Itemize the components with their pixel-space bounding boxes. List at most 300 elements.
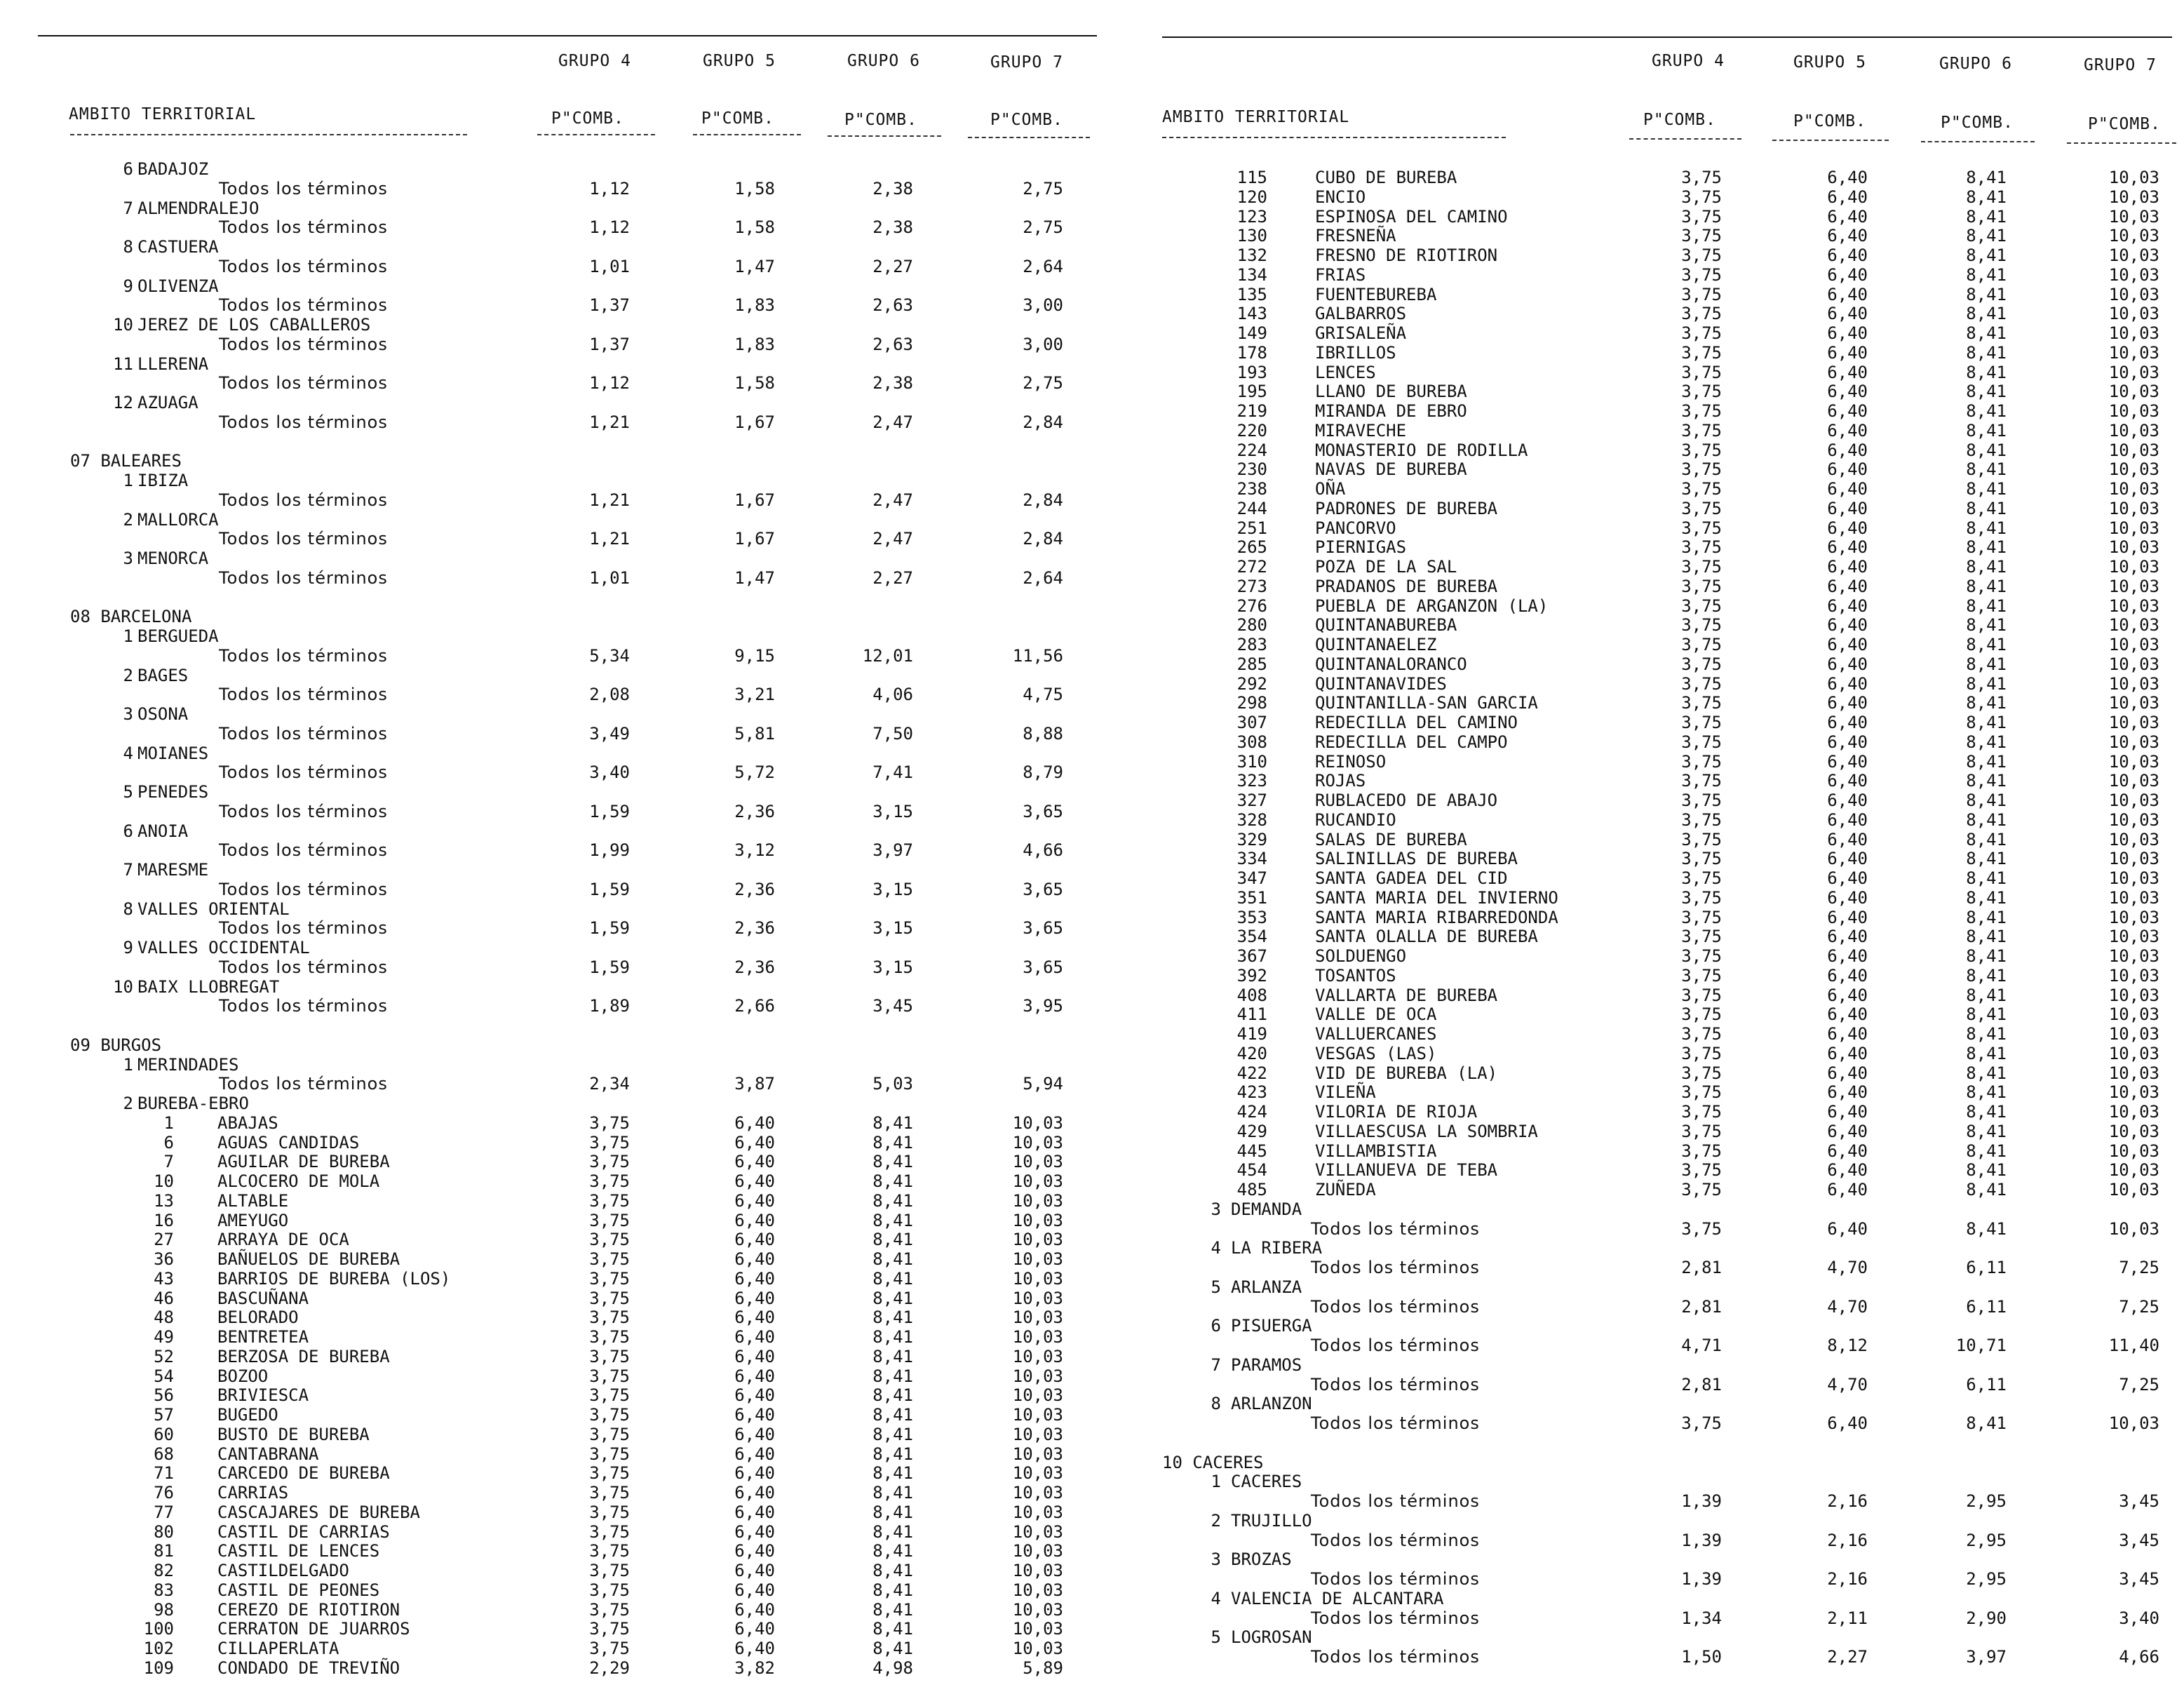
municipality-name: VALLUERCANES <box>1315 1024 1437 1044</box>
municipality-name: BERZOSA DE BUREBA <box>217 1346 390 1366</box>
value-grupo-5: 6,40 <box>734 1327 775 1347</box>
municipality-name: VILORIA DE RIOJA <box>1315 1102 1478 1122</box>
value-grupo-6: 8,41 <box>1966 596 2007 616</box>
header-grupo-4: GRUPO 4 <box>1652 52 1725 70</box>
value-grupo-5: 2,16 <box>1827 1491 1868 1511</box>
value-grupo-7: 10,03 <box>1012 1639 1063 1658</box>
value-grupo-4: 1,39 <box>1681 1569 1722 1589</box>
municipality-name: MIRAVECHE <box>1315 420 1407 441</box>
value-grupo-7: 10,03 <box>2108 342 2159 363</box>
municipality-row <box>0 1192 1092 1211</box>
value-grupo-5: 1,58 <box>734 217 775 238</box>
municipality-name: MIRANDA DE EBRO <box>1315 401 1467 421</box>
municipality-row <box>1092 947 2184 966</box>
value-grupo-4: 3,75 <box>1681 868 1722 888</box>
header-grupo-4: GRUPO 4 <box>558 52 631 70</box>
header-underline <box>1162 137 1506 138</box>
all-terms-label: Todos los términos <box>219 879 388 899</box>
municipality-name: RUBLACEDO DE ABAJO <box>1315 791 1498 810</box>
value-grupo-5: 6,40 <box>1827 168 1868 187</box>
value-grupo-4: 3,75 <box>1681 1141 1722 1161</box>
value-grupo-4: 3,75 <box>1681 1218 1722 1239</box>
value-grupo-5: 6,40 <box>1827 868 1868 888</box>
municipality-name: GALBARROS <box>1315 304 1407 324</box>
municipality-row <box>1092 1103 2184 1122</box>
header-grupo-7: GRUPO 7 <box>990 53 1063 72</box>
municipality-code: 298 <box>1236 693 1267 713</box>
value-grupo-6: 8,41 <box>1966 537 2007 558</box>
top-rule <box>38 35 1097 36</box>
all-terms-label: Todos los términos <box>1311 1413 1480 1433</box>
value-grupo-4: 3,75 <box>589 1327 630 1347</box>
value-grupo-4: 2,81 <box>1681 1258 1722 1277</box>
value-grupo-7: 11,56 <box>1012 645 1063 666</box>
municipality-row <box>1092 208 2184 227</box>
all-terms-label: Todos los términos <box>219 762 388 783</box>
value-grupo-5: 3,87 <box>734 1074 775 1094</box>
municipality-code: 49 <box>154 1327 174 1347</box>
value-grupo-4: 3,75 <box>1681 537 1722 558</box>
comarca-name: BADAJOZ <box>137 159 209 179</box>
value-grupo-7: 10,03 <box>2108 1160 2159 1181</box>
municipality-row <box>0 1347 1092 1366</box>
comarca-name: TRUJILLO <box>1231 1510 1312 1531</box>
municipality-row <box>1092 1083 2184 1102</box>
value-grupo-6: 8,41 <box>872 1483 913 1503</box>
value-grupo-6: 8,41 <box>872 1463 913 1484</box>
value-grupo-6: 8,41 <box>872 1210 913 1230</box>
value-grupo-6: 8,41 <box>1966 732 2007 752</box>
value-grupo-6: 8,41 <box>1966 518 2007 538</box>
value-grupo-4: 1,39 <box>1681 1491 1722 1511</box>
value-grupo-4: 3,75 <box>1681 946 1722 966</box>
value-grupo-5: 2,11 <box>1827 1608 1868 1628</box>
comarca-row <box>1092 1356 2184 1375</box>
value-grupo-5: 1,58 <box>734 373 775 394</box>
municipality-name: REDECILLA DEL CAMPO <box>1315 732 1508 752</box>
comarca-name: PARAMOS <box>1231 1355 1302 1375</box>
municipality-code: 292 <box>1236 673 1267 694</box>
value-grupo-4: 3,75 <box>1681 713 1722 732</box>
value-grupo-5: 6,40 <box>1827 693 1868 713</box>
value-grupo-5: 4,70 <box>1827 1374 1868 1394</box>
value-grupo-7: 3,95 <box>1023 996 1063 1016</box>
municipality-code: 485 <box>1236 1180 1267 1199</box>
comarca-name: AZUAGA <box>137 393 198 412</box>
municipality-row <box>1092 772 2184 791</box>
comarca-row <box>1092 1394 2184 1413</box>
value-grupo-6: 8,41 <box>1966 168 2007 187</box>
all-terms-label: Todos los términos <box>1311 1374 1480 1394</box>
value-grupo-7: 10,03 <box>1012 1327 1063 1347</box>
municipality-name: CONDADO DE TREVIÑO <box>217 1658 400 1678</box>
comarca-code: 6 <box>123 159 133 179</box>
value-grupo-7: 10,03 <box>2108 693 2159 713</box>
municipality-code: 273 <box>1236 576 1267 596</box>
all-terms-row <box>0 763 1092 782</box>
municipality-row <box>0 1152 1092 1171</box>
value-grupo-6: 7,50 <box>872 723 913 744</box>
value-grupo-7: 3,45 <box>2119 1569 2159 1589</box>
municipality-code: 445 <box>1236 1141 1267 1161</box>
municipality-row <box>1092 753 2184 772</box>
value-grupo-6: 8,41 <box>1966 673 2007 694</box>
municipality-row <box>1092 188 2184 207</box>
value-grupo-5: 6,40 <box>1827 1043 1868 1063</box>
all-terms-row <box>0 374 1092 393</box>
municipality-name: QUINTANABUREBA <box>1315 615 1457 636</box>
value-grupo-7: 10,03 <box>2108 1121 2159 1141</box>
value-grupo-7: 10,03 <box>1012 1230 1063 1250</box>
all-terms-row <box>0 335 1092 354</box>
value-grupo-7: 10,03 <box>1012 1463 1063 1484</box>
comarca-code: 5 <box>123 782 133 802</box>
municipality-name: BASCUÑANA <box>217 1288 309 1308</box>
value-grupo-7: 10,03 <box>2108 226 2159 246</box>
value-grupo-5: 6,40 <box>734 1171 775 1191</box>
municipality-code: 100 <box>143 1619 174 1639</box>
all-terms-label: Todos los términos <box>219 490 388 510</box>
value-grupo-6: 8,41 <box>1966 498 2007 518</box>
all-terms-label: Todos los términos <box>1311 1258 1480 1277</box>
municipality-code: 408 <box>1236 985 1267 1005</box>
value-grupo-7: 5,94 <box>1023 1074 1063 1094</box>
value-grupo-6: 8,41 <box>872 1190 913 1211</box>
value-grupo-7: 3,65 <box>1023 801 1063 821</box>
value-grupo-5: 6,40 <box>734 1599 775 1620</box>
value-grupo-5: 1,67 <box>734 529 775 549</box>
value-grupo-4: 3,75 <box>1681 965 1722 986</box>
value-grupo-6: 2,63 <box>872 334 913 354</box>
header-underline <box>537 134 655 135</box>
comarca-name: JEREZ DE LOS CABALLEROS <box>137 315 371 335</box>
municipality-name: BENTRETEA <box>217 1327 309 1347</box>
municipality-name: POZA DE LA SAL <box>1315 557 1457 577</box>
value-grupo-4: 3,75 <box>589 1424 630 1444</box>
municipality-row <box>1092 869 2184 888</box>
municipality-code: 134 <box>1236 264 1267 285</box>
header-ambito-territorial: AMBITO TERRITORIAL <box>69 105 257 123</box>
value-grupo-4: 2,34 <box>589 1074 630 1094</box>
municipality-name: PUEBLA DE ARGANZON (LA) <box>1315 596 1549 616</box>
comarca-row <box>0 316 1092 335</box>
value-grupo-7: 10,03 <box>1012 1405 1063 1425</box>
municipality-row <box>1092 694 2184 713</box>
value-grupo-5: 6,40 <box>1827 1180 1868 1199</box>
municipality-name: FRESNEÑA <box>1315 226 1396 246</box>
value-grupo-5: 6,40 <box>734 1346 775 1366</box>
header-grupo-5: GRUPO 5 <box>1793 53 1866 72</box>
all-terms-row <box>1092 1648 2184 1667</box>
value-grupo-7: 3,65 <box>1023 879 1063 899</box>
value-grupo-6: 8,41 <box>1966 401 2007 421</box>
municipality-code: 220 <box>1236 420 1267 441</box>
municipality-row <box>0 1523 1092 1542</box>
blank-row <box>0 1016 1092 1035</box>
municipality-name: CARCEDO DE BUREBA <box>217 1463 390 1484</box>
value-grupo-4: 3,75 <box>1681 654 1722 674</box>
all-terms-row <box>0 919 1092 938</box>
value-grupo-5: 2,36 <box>734 957 775 977</box>
value-grupo-4: 3,75 <box>1681 1121 1722 1141</box>
municipality-code: 82 <box>154 1561 174 1580</box>
comarca-name: BUREBA-EBRO <box>137 1094 249 1113</box>
municipality-name: SALAS DE BUREBA <box>1315 829 1467 849</box>
value-grupo-5: 6,40 <box>1827 1121 1868 1141</box>
value-grupo-6: 8,41 <box>1966 868 2007 888</box>
municipality-code: 329 <box>1236 829 1267 849</box>
value-grupo-6: 2,47 <box>872 490 913 510</box>
value-grupo-7: 10,03 <box>2108 1413 2159 1433</box>
value-grupo-5: 6,40 <box>734 1366 775 1386</box>
all-terms-row <box>1092 1376 2184 1394</box>
municipality-name: AMEYUGO <box>217 1210 289 1230</box>
value-grupo-7: 10,03 <box>2108 206 2159 227</box>
municipality-name: CASCAJARES DE BUREBA <box>217 1502 420 1522</box>
value-grupo-4: 3,75 <box>1681 673 1722 694</box>
value-grupo-7: 10,03 <box>1012 1521 1063 1542</box>
value-grupo-7: 10,03 <box>2108 654 2159 674</box>
municipality-code: 81 <box>154 1541 174 1561</box>
value-grupo-5: 6,40 <box>1827 498 1868 518</box>
all-terms-row <box>0 1075 1092 1094</box>
all-terms-label: Todos los términos <box>219 1074 388 1094</box>
municipality-code: 1 <box>163 1113 174 1133</box>
all-terms-label: Todos los términos <box>219 217 388 238</box>
value-grupo-7: 10,03 <box>2108 1180 2159 1199</box>
comarca-row <box>1092 1239 2184 1258</box>
value-grupo-4: 1,89 <box>589 996 630 1016</box>
comarca-name: DEMANDA <box>1231 1199 1302 1219</box>
comarca-code: 12 <box>113 393 133 412</box>
municipality-name: REINOSO <box>1315 751 1387 772</box>
value-grupo-5: 2,36 <box>734 801 775 821</box>
value-grupo-4: 3,75 <box>589 1210 630 1230</box>
value-grupo-4: 3,75 <box>1681 1043 1722 1063</box>
value-grupo-5: 1,47 <box>734 256 775 276</box>
municipality-code: 419 <box>1236 1024 1267 1044</box>
all-terms-row <box>1092 1336 2184 1355</box>
municipality-name: BOZOO <box>217 1366 269 1386</box>
value-grupo-5: 6,40 <box>1827 673 1868 694</box>
value-grupo-4: 1,50 <box>1681 1647 1722 1667</box>
header-pcomb: P"COMB. <box>1941 114 2014 132</box>
municipality-row <box>1092 675 2184 694</box>
comarca-name: LOGROSAN <box>1231 1627 1312 1648</box>
all-terms-row <box>0 569 1092 588</box>
value-grupo-7: 10,03 <box>1012 1171 1063 1191</box>
municipality-row <box>0 1270 1092 1289</box>
comarca-name: VALLES ORIENTAL <box>137 899 290 919</box>
value-grupo-7: 10,03 <box>2108 771 2159 791</box>
header-pcomb: P"COMB. <box>2088 115 2161 133</box>
value-grupo-5: 6,40 <box>734 1210 775 1230</box>
comarca-row <box>0 744 1092 763</box>
comarca-code: 10 <box>113 976 133 997</box>
value-grupo-6: 8,41 <box>1966 459 2007 480</box>
municipality-row <box>0 1367 1092 1386</box>
municipality-name: QUINTANILLA-SAN GARCIA <box>1315 693 1538 713</box>
value-grupo-5: 6,40 <box>734 1230 775 1250</box>
comarca-row <box>0 238 1092 257</box>
value-grupo-6: 12,01 <box>862 645 913 666</box>
value-grupo-4: 3,75 <box>1681 1004 1722 1025</box>
municipality-name: BUSTO DE BUREBA <box>217 1424 370 1444</box>
value-grupo-6: 3,97 <box>1966 1647 2007 1667</box>
municipality-code: 328 <box>1236 809 1267 830</box>
value-grupo-4: 1,59 <box>589 801 630 821</box>
municipality-name: ENCIO <box>1315 187 1366 207</box>
value-grupo-6: 8,41 <box>1966 1043 2007 1063</box>
value-grupo-4: 3,75 <box>1681 576 1722 596</box>
municipality-name: VILLANUEVA DE TEBA <box>1315 1160 1498 1181</box>
value-grupo-7: 10,03 <box>1012 1152 1063 1172</box>
value-grupo-7: 10,03 <box>2108 284 2159 304</box>
value-grupo-4: 3,49 <box>589 723 630 744</box>
value-grupo-6: 8,41 <box>872 1171 913 1191</box>
value-grupo-7: 10,03 <box>1012 1424 1063 1444</box>
comarca-code: 4 <box>1211 1238 1221 1258</box>
value-grupo-4: 3,40 <box>589 762 630 783</box>
comarca-code: 7 <box>123 860 133 880</box>
comarca-row <box>0 978 1092 997</box>
value-grupo-4: 4,71 <box>1681 1336 1722 1355</box>
comarca-code: 7 <box>1211 1355 1221 1375</box>
blank-row <box>0 433 1092 452</box>
value-grupo-4: 3,75 <box>589 1171 630 1191</box>
value-grupo-6: 3,15 <box>872 918 913 939</box>
value-grupo-4: 3,75 <box>1681 1160 1722 1181</box>
value-grupo-5: 6,40 <box>734 1268 775 1289</box>
value-grupo-5: 1,83 <box>734 295 775 316</box>
municipality-row <box>1092 1122 2184 1141</box>
value-grupo-7: 10,03 <box>1012 1619 1063 1639</box>
municipality-name: PRADANOS DE BUREBA <box>1315 576 1498 596</box>
value-grupo-7: 10,03 <box>2108 907 2159 927</box>
all-terms-row <box>0 997 1092 1016</box>
right-page <box>1092 0 2184 1687</box>
header-underline <box>828 135 941 137</box>
municipality-code: 323 <box>1236 771 1267 791</box>
municipality-code: 143 <box>1236 304 1267 324</box>
value-grupo-4: 3,75 <box>589 1288 630 1308</box>
municipality-row <box>0 1211 1092 1230</box>
value-grupo-7: 10,03 <box>2108 809 2159 830</box>
comarca-row <box>0 549 1092 568</box>
value-grupo-7: 7,25 <box>2119 1374 2159 1394</box>
value-grupo-6: 8,41 <box>872 1346 913 1366</box>
value-grupo-7: 10,03 <box>2108 498 2159 518</box>
value-grupo-6: 8,41 <box>872 1424 913 1444</box>
value-grupo-6: 10,71 <box>1955 1336 2007 1355</box>
all-terms-row <box>0 296 1092 315</box>
all-terms-row <box>1092 1414 2184 1433</box>
municipality-name: PIERNIGAS <box>1315 537 1407 558</box>
all-terms-label: Todos los términos <box>219 178 388 199</box>
comarca-row <box>1092 1200 2184 1219</box>
header-grupo-5: GRUPO 5 <box>703 52 776 70</box>
municipality-name: LENCES <box>1315 362 1376 382</box>
value-grupo-4: 3,75 <box>1681 732 1722 752</box>
municipality-row <box>1092 460 2184 479</box>
value-grupo-6: 8,41 <box>1966 985 2007 1005</box>
comarca-name: VALENCIA DE ALCANTARA <box>1231 1588 1444 1608</box>
value-grupo-6: 6,11 <box>1966 1296 2007 1317</box>
value-grupo-5: 3,12 <box>734 840 775 861</box>
municipality-row <box>1092 246 2184 265</box>
value-grupo-5: 6,40 <box>1827 829 1868 849</box>
municipality-code: 132 <box>1236 246 1267 265</box>
value-grupo-7: 10,03 <box>2108 615 2159 636</box>
all-terms-label: Todos los términos <box>219 957 388 977</box>
province-name: 07 BALEARES <box>70 451 182 471</box>
value-grupo-6: 8,41 <box>1966 1082 2007 1103</box>
municipality-name: FUENTEBUREBA <box>1315 284 1437 304</box>
value-grupo-6: 8,41 <box>872 1599 913 1620</box>
municipality-row <box>1092 986 2184 1005</box>
value-grupo-5: 6,40 <box>1827 401 1868 421</box>
municipality-name: CUBO DE BUREBA <box>1315 168 1457 187</box>
municipality-row <box>0 1134 1092 1152</box>
municipality-row <box>1092 1044 2184 1063</box>
value-grupo-4: 3,75 <box>1681 264 1722 285</box>
value-grupo-6: 8,41 <box>1966 965 2007 986</box>
all-terms-label: Todos los términos <box>219 685 388 705</box>
value-grupo-4: 1,21 <box>589 529 630 549</box>
value-grupo-5: 6,40 <box>734 1619 775 1639</box>
value-grupo-5: 2,66 <box>734 996 775 1016</box>
value-grupo-7: 3,45 <box>2119 1491 2159 1511</box>
value-grupo-7: 10,03 <box>2108 168 2159 187</box>
municipality-code: 135 <box>1236 284 1267 304</box>
comarca-name: ARLANZON <box>1231 1394 1312 1414</box>
municipality-name: REDECILLA DEL CAMINO <box>1315 713 1518 732</box>
value-grupo-7: 10,03 <box>2108 362 2159 382</box>
value-grupo-5: 6,40 <box>734 1639 775 1658</box>
value-grupo-5: 6,40 <box>734 1132 775 1152</box>
municipality-row <box>1092 713 2184 732</box>
municipality-code: 422 <box>1236 1063 1267 1083</box>
value-grupo-6: 8,41 <box>872 1639 913 1658</box>
value-grupo-4: 3,75 <box>589 1599 630 1620</box>
comarca-row <box>0 783 1092 802</box>
value-grupo-4: 1,12 <box>589 373 630 394</box>
header-pcomb: P"COMB. <box>1643 111 1716 129</box>
value-grupo-4: 3,75 <box>589 1249 630 1269</box>
municipality-code: 7 <box>163 1152 174 1172</box>
value-grupo-7: 10,03 <box>2108 537 2159 558</box>
municipality-row <box>1092 811 2184 830</box>
value-grupo-4: 3,75 <box>589 1113 630 1133</box>
value-grupo-5: 6,40 <box>1827 732 1868 752</box>
municipality-name: CASTIL DE PEONES <box>217 1580 380 1600</box>
value-grupo-6: 8,41 <box>1966 791 2007 810</box>
value-grupo-5: 6,40 <box>734 1405 775 1425</box>
value-grupo-4: 3,75 <box>1681 440 1722 460</box>
all-terms-label: Todos los términos <box>219 567 388 588</box>
value-grupo-5: 6,40 <box>734 1541 775 1561</box>
municipality-code: 283 <box>1236 635 1267 654</box>
comarca-name: BAIX LLOBREGAT <box>137 976 280 997</box>
municipality-code: 27 <box>154 1230 174 1250</box>
value-grupo-7: 10,03 <box>2108 304 2159 324</box>
value-grupo-6: 8,41 <box>1966 849 2007 869</box>
all-terms-row <box>1092 1492 2184 1511</box>
value-grupo-7: 2,75 <box>1023 373 1063 394</box>
municipality-code: 230 <box>1236 459 1267 480</box>
value-grupo-6: 8,41 <box>872 1502 913 1522</box>
all-terms-row <box>0 841 1092 860</box>
